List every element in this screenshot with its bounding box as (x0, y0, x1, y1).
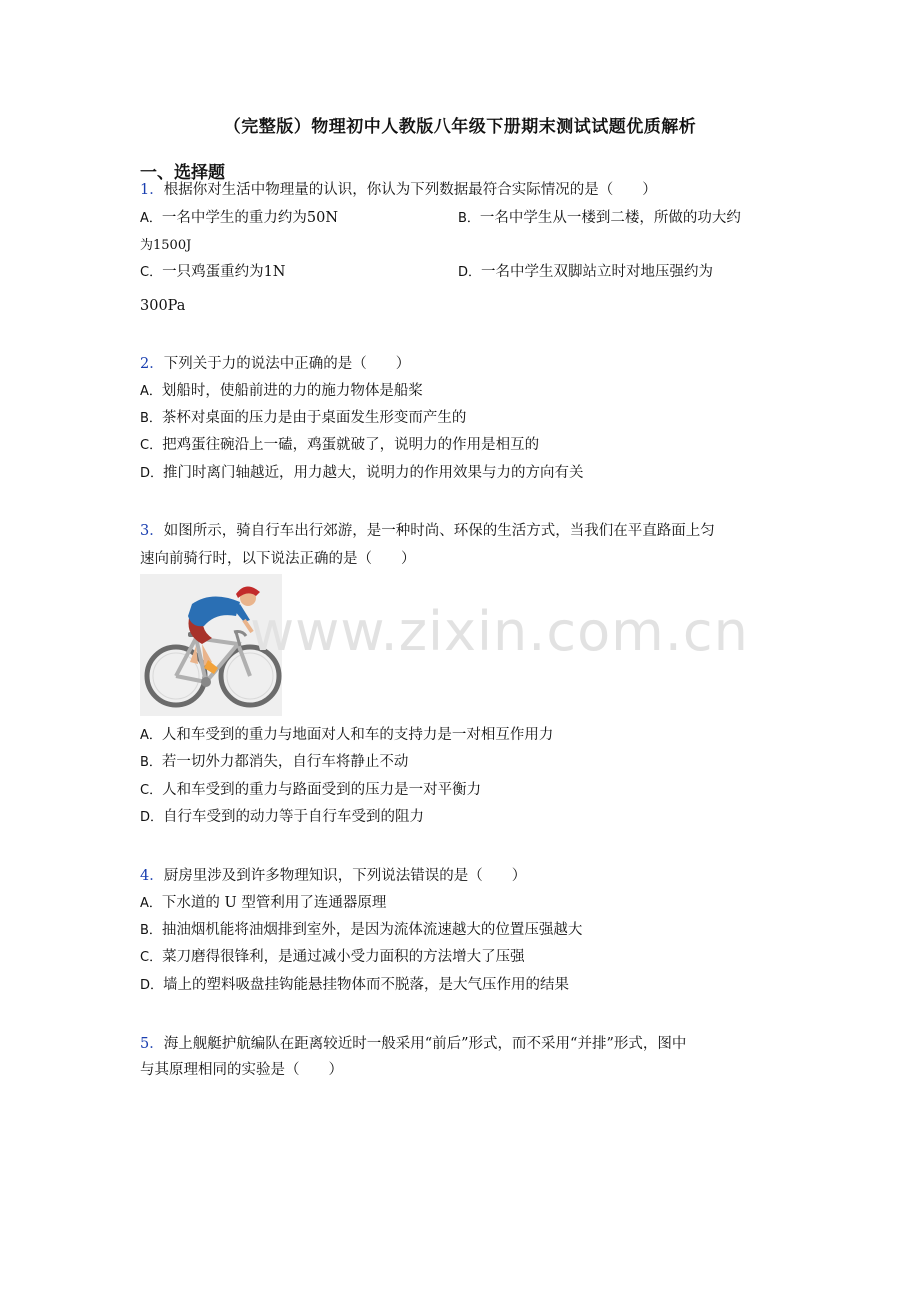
option (140, 780, 481, 801)
option (140, 262, 286, 283)
option-label: A． (140, 384, 162, 399)
option-text: 一名中学生双脚站立时对地压强约为 (481, 264, 714, 280)
question-text: 下列关于力的说法中正确的是（ ） (163, 356, 411, 372)
option-label: A． (140, 211, 162, 226)
option-label: B． (458, 211, 480, 226)
question-5-stem (140, 1034, 686, 1054)
option (458, 208, 741, 229)
option (140, 920, 582, 941)
cyclist-illustration (140, 574, 282, 716)
option (140, 947, 525, 968)
question-number: 5． (140, 1036, 164, 1052)
option-label: D． (140, 978, 164, 993)
option-label: C． (140, 783, 163, 798)
question-3-stem (140, 521, 715, 541)
option (458, 262, 713, 283)
option-label: B． (140, 411, 162, 426)
option-label: B． (140, 923, 162, 938)
section-heading: 一、选择题 (140, 163, 225, 183)
watermark: www.zixin.com.cn (250, 600, 749, 663)
question-2-stem (140, 354, 410, 374)
option-text: 人和车受到的重力与地面对人和车的支持力是一对相互作用力 (161, 727, 554, 743)
option (140, 463, 584, 484)
option-text: 人和车受到的重力与路面受到的压力是一对平衡力 (162, 782, 482, 798)
option-label: D． (140, 466, 164, 481)
question-4-stem (140, 866, 526, 886)
option (140, 208, 338, 229)
option-label: B． (140, 755, 162, 770)
option (140, 435, 539, 456)
question-text: 如图所示，骑自行车出行郊游，是一种时尚、环保的生活方式，当我们在平直路面上匀 (163, 523, 715, 539)
question-text: 厨房里涉及到许多物理知识，下列说法错误的是（ ） (163, 868, 527, 884)
option-text: 下水道的 U 型管利用了连通器原理 (161, 895, 387, 911)
option-text: 一名中学生从一楼到二楼，所做的功大约 (479, 210, 741, 226)
question-text-continuation: 与其原理相同的实验是（ ） (140, 1062, 343, 1078)
option-text: 抽油烟机能将油烟排到室外，是因为流体流速越大的位置压强越大 (161, 922, 583, 938)
option (140, 807, 424, 828)
question-text: 海上舰艇护航编队在距离较近时一般采用“前后”形式，而不采用“并排”形式，图中 (163, 1036, 687, 1052)
option-label: D． (140, 810, 164, 825)
option-label: A． (140, 896, 162, 911)
rider-jersey (188, 596, 240, 626)
option-text: 菜刀磨得很锋利，是通过减小受力面积的方法增大了压强 (162, 949, 525, 965)
option (140, 893, 386, 914)
option-label: D． (458, 265, 482, 280)
option-text: 一名中学生的重力约为50N (161, 210, 339, 226)
option-label: C． (140, 438, 163, 453)
option-text: 推门时离门轴越近，用力越大，说明力的作用效果与力的方向有关 (163, 465, 584, 481)
option-label: C． (140, 950, 163, 965)
question-number: 4． (140, 868, 164, 884)
option-text: 把鸡蛋往碗沿上一磕，鸡蛋就破了，说明力的作用是相互的 (162, 437, 540, 453)
option-label: C． (140, 265, 163, 280)
option-text: 一只鸡蛋重约为1N (162, 264, 286, 280)
option-continuation: 为1500J (140, 238, 192, 253)
option-text: 划船时，使船前进的力的施力物体是船桨 (161, 383, 423, 399)
option-label: A． (140, 728, 162, 743)
cyclist-figure (140, 574, 282, 716)
question-number: 3． (140, 523, 164, 539)
document-title: （完整版）物理初中人教版八年级下册期末测试试题优质解析 (223, 117, 697, 137)
option (140, 725, 553, 746)
option (140, 975, 569, 996)
question-text-continuation: 速向前骑行时，以下说法正确的是（ ） (140, 551, 416, 567)
option (140, 381, 423, 402)
option (140, 752, 408, 773)
question-1-stem (140, 180, 657, 200)
option-continuation: 300Pa (140, 298, 186, 314)
question-text: 根据你对生活中物理量的认识，你认为下列数据最符合实际情况的是（ ） (163, 182, 657, 198)
question-number: 2． (140, 356, 164, 372)
option-text: 墙上的塑料吸盘挂钩能悬挂物体而不脱落，是大气压作用的结果 (163, 977, 570, 993)
option (140, 408, 466, 429)
question-number: 1． (140, 182, 164, 198)
option-text: 若一切外力都消失，自行车将静止不动 (161, 754, 409, 770)
option-text: 茶杯对桌面的压力是由于桌面发生形变而产生的 (161, 410, 467, 426)
option-text: 自行车受到的动力等于自行车受到的阻力 (163, 809, 425, 825)
